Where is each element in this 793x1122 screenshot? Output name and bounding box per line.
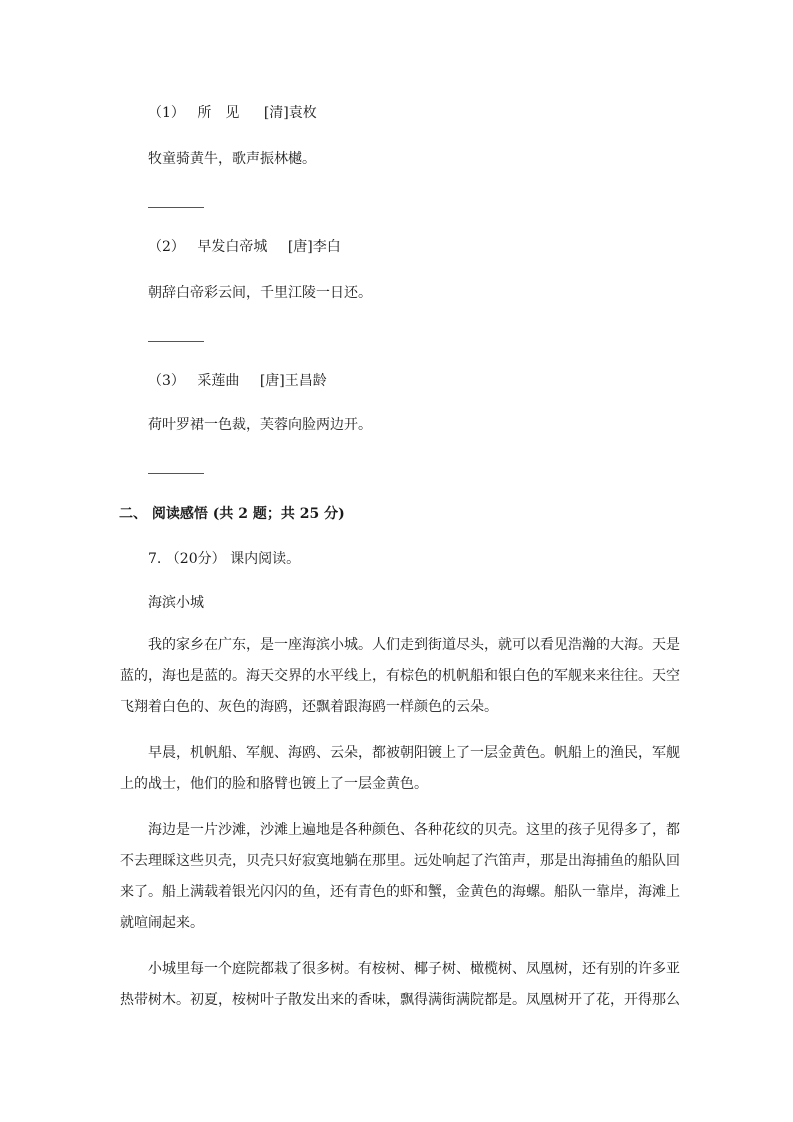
section-heading: 二、 阅读感悟 (共 2 题；共 25 分) bbox=[119, 506, 345, 522]
poem-1-answer-blank[interactable] bbox=[148, 207, 204, 208]
poem-3-heading bbox=[148, 372, 327, 390]
poem-2-number: （2） bbox=[148, 239, 185, 255]
poem-2-heading bbox=[148, 238, 341, 256]
passage-paragraph-4: 小城里每一个庭院都栽了很多树。有桉树、椰子树、橄榄树、凤凰树，还有别的许多亚热带树木。初夏，桉树叶子散发出来的香味，飘得满街满院都是。凤凰树开了花，开得那么 bbox=[120, 961, 680, 1008]
poem-1-heading bbox=[148, 104, 317, 122]
poem-1-title: 所 见 bbox=[197, 105, 240, 121]
poem-1-author: [清]袁枚 bbox=[263, 105, 317, 121]
poem-3-number: （3） bbox=[148, 373, 185, 389]
passage-paragraph-3: 海边是一片沙滩，沙滩上遍地是各种颜色、各种花纹的贝壳。这里的孩子见得多了，都不去理睬这些贝壳，贝壳只好寂寞地躺在那里。远处响起了汽笛声，那是出海捕鱼的船队回来了。船上满载着银光闪闪的鱼，还有青色的虾和蟹，金黄色的海螺。船队一靠岸，海滩上就喧闹起来。 bbox=[120, 822, 680, 931]
poem-1-line: 牧童骑黄牛，歌声振林樾。 bbox=[148, 151, 316, 167]
passage-paragraph-2: 早晨，机帆船、军舰、海鸥、云朵，都被朝阳镀上了一层金黄色。帆船上的渔民，军舰上的战士，他们的脸和胳臂也镀上了一层金黄色。 bbox=[120, 745, 680, 792]
poem-3-title: 采莲曲 bbox=[197, 373, 240, 389]
poem-3-answer-blank[interactable] bbox=[148, 473, 204, 474]
poem-2-title: 早发白帝城 bbox=[197, 239, 268, 255]
question-7-label: 7. （20分） 课内阅读。 bbox=[148, 551, 301, 567]
poem-2-author: [唐]李白 bbox=[287, 239, 341, 255]
poem-3-line: 荷叶罗裙一色裁，芙蓉向脸两边开。 bbox=[148, 417, 372, 433]
passage-title: 海滨小城 bbox=[148, 595, 204, 611]
poem-2-answer-blank[interactable] bbox=[148, 341, 204, 342]
passage-paragraph-1: 我的家乡在广东，是一座海滨小城。人们走到街道尽头，就可以看见浩瀚的大海。天是蓝的，海也是蓝的。海天交界的水平线上，有棕色的机帆船和银白色的军舰来来往往。天空飞翔着白色的、灰色的海鸥，还飘着跟海鸥一样颜色的云朵。 bbox=[120, 637, 680, 715]
poem-3-author: [唐]王昌龄 bbox=[259, 373, 327, 389]
poem-2-line: 朝辞白帝彩云间，千里江陵一日还。 bbox=[148, 285, 372, 301]
poem-1-number: （1） bbox=[148, 105, 185, 121]
